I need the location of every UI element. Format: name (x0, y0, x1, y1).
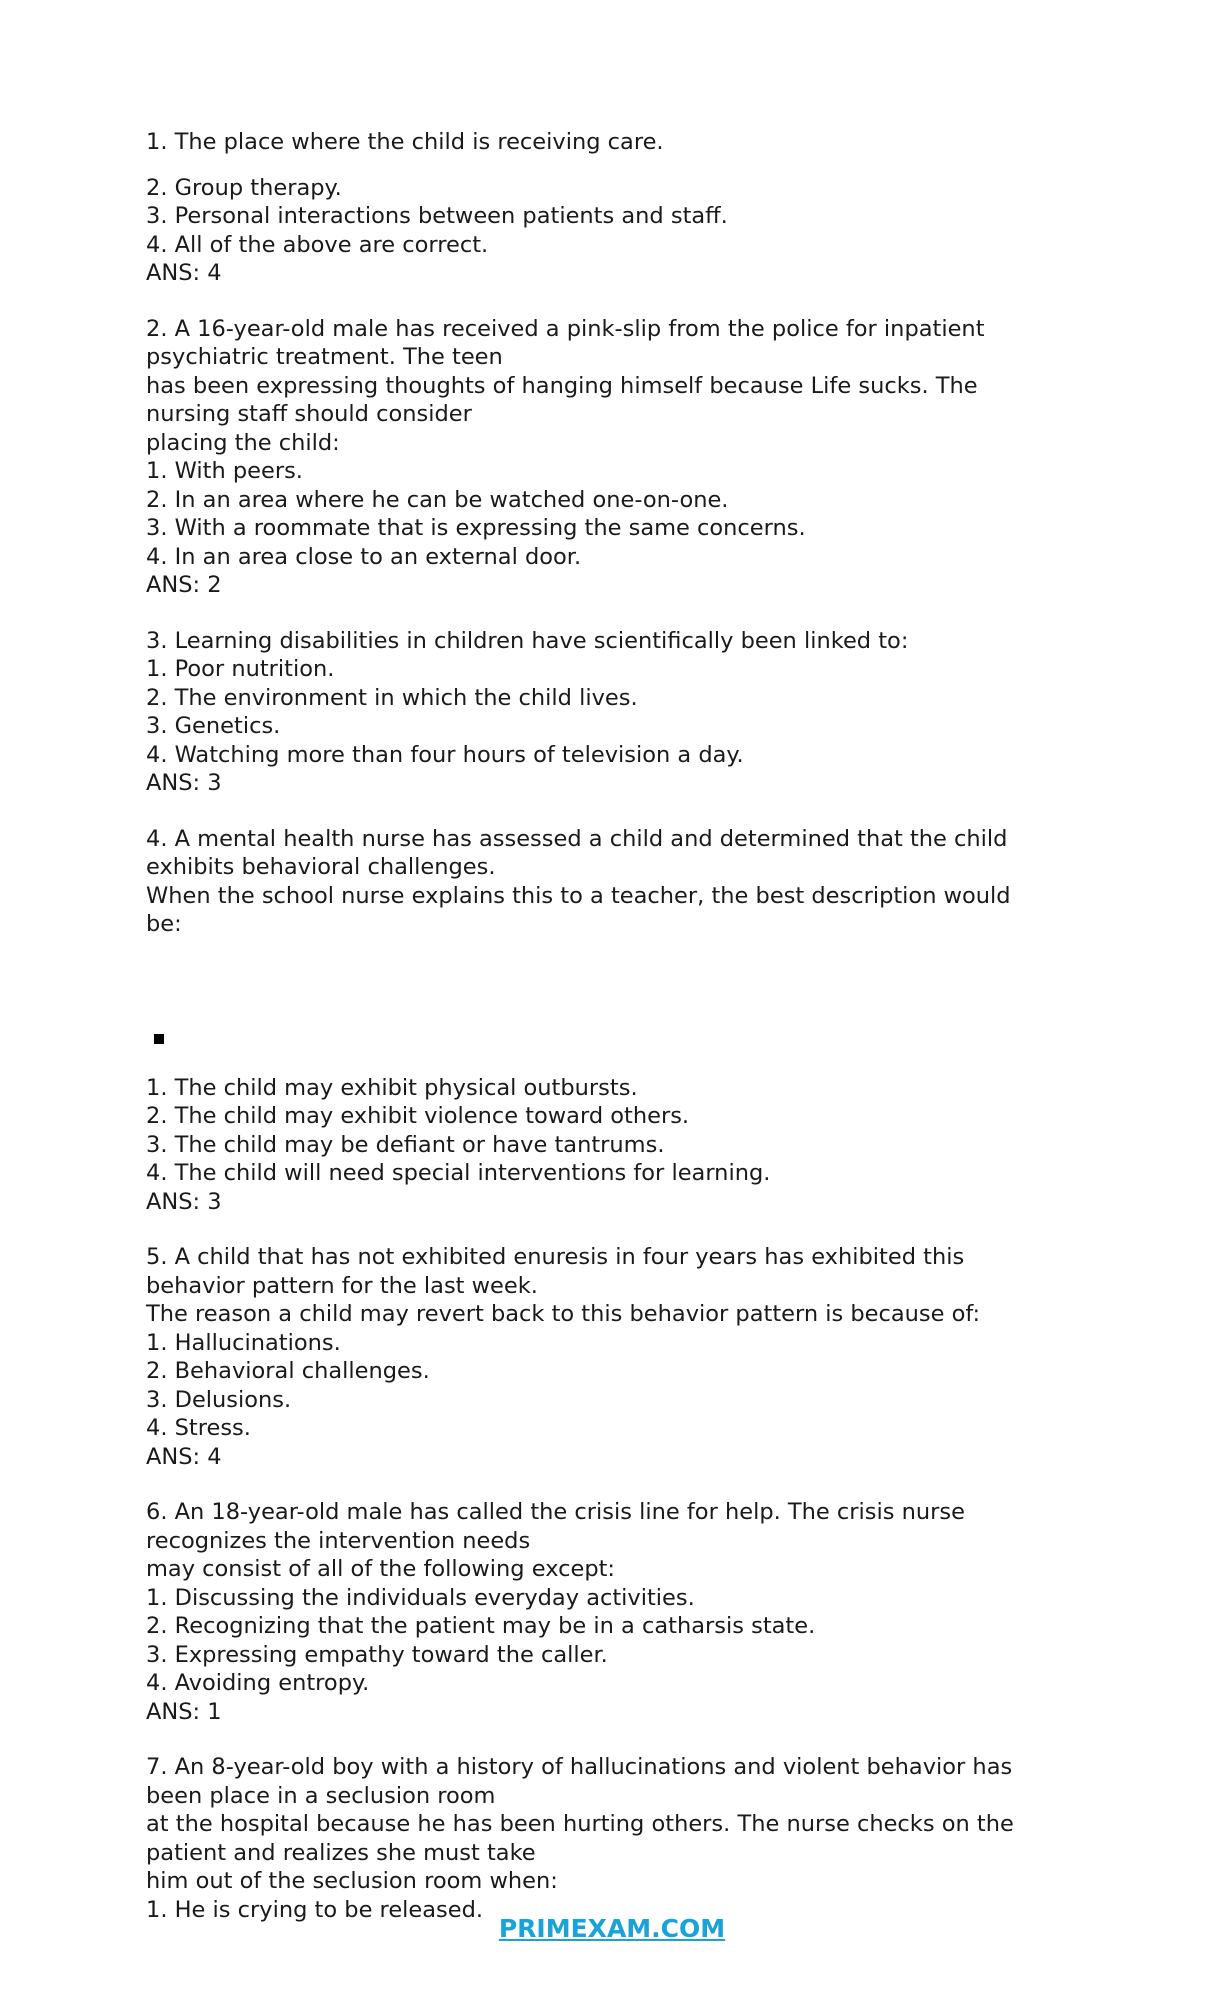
q4-option-2: 2. The child may exhibit violence toward others. (146, 1103, 690, 1129)
q2-option-4: 4. In an area close to an external door. (146, 543, 582, 570)
question-6 (146, 1498, 1106, 1726)
q5-option-2: 2. Behavioral challenges. (146, 1358, 430, 1384)
q7-stem-line: him out of the seclusion room when: (146, 1868, 558, 1894)
q2-option-3: 3. With a roommate that is expressing the same concerns. (146, 515, 806, 541)
q1-option-2: 2. Group therapy. (146, 174, 342, 201)
q5-option-1: 1. Hallucinations. (146, 1329, 341, 1356)
q4-stem-line: 4. A mental health nurse has assessed a child and determined that the child (146, 825, 1008, 852)
q4-stem-line: be: (146, 911, 182, 937)
q6-stem-line: may consist of all of the following except: (146, 1556, 616, 1582)
question-7 (146, 1753, 1106, 1924)
q3-option-4: 4. Watching more than four hours of television a day. (146, 741, 744, 768)
q2-stem-line: psychiatric treatment. The teen (146, 344, 503, 370)
q3-option-2: 2. The environment in which the child lives. (146, 684, 638, 711)
q4-stem-line: When the school nurse explains this to a teacher, the best description would (146, 882, 1011, 909)
q7-stem-line: been place in a seclusion room (146, 1782, 496, 1809)
q4-option-3: 3. The child may be defiant or have tantrums. (146, 1131, 665, 1158)
q7-option-1: 1. He is crying to be released. (146, 1896, 484, 1923)
square-bullet-icon (154, 1034, 164, 1044)
q4-option-1: 1. The child may exhibit physical outbursts. (146, 1074, 638, 1101)
q5-stem-line: behavior pattern for the last week. (146, 1272, 538, 1299)
question-5 (146, 1243, 1106, 1471)
q2-stem-line: 2. A 16-year-old male has received a pink-slip from the police for inpatient (146, 315, 985, 342)
q5-option-4: 4. Stress. (146, 1415, 251, 1441)
q6-answer: ANS: 1 (146, 1698, 222, 1725)
q4-stem-line: exhibits behavioral challenges. (146, 854, 496, 880)
question-3 (146, 627, 1106, 798)
q3-option-1: 1. Poor nutrition. (146, 656, 335, 682)
q5-stem-line: The reason a child may revert back to this behavior pattern is because of: (146, 1301, 981, 1327)
q4-answer: ANS: 3 (146, 1188, 222, 1215)
footer-site-link[interactable]: PRIMEXAM.COM (498, 1914, 726, 1943)
q5-stem-line: 5. A child that has not exhibited enuresis in four years has exhibited this (146, 1244, 965, 1270)
q6-stem-line: recognizes the intervention needs (146, 1527, 531, 1554)
q7-stem-line: at the hospital because he has been hurting others. The nurse checks on the (146, 1811, 1014, 1837)
q6-option-1: 1. Discussing the individuals everyday activities. (146, 1584, 695, 1611)
q7-stem-line: 7. An 8-year-old boy with a history of hallucinations and violent behavior has (146, 1754, 1013, 1780)
bullet-marker (146, 1025, 1106, 1053)
question-2 (146, 315, 1106, 600)
question-4 (146, 825, 1106, 1217)
q1-answer: ANS: 4 (146, 260, 222, 286)
q3-stem-line: 3. Learning disabilities in children have scientifically been linked to: (146, 627, 909, 654)
q1-option-4: 4. All of the above are correct. (146, 231, 489, 258)
q6-stem-line: 6. An 18-year-old male has called the crisis line for help. The crisis nurse (146, 1499, 965, 1525)
q1-option-3: 3. Personal interactions between patients and staff. (146, 203, 728, 229)
q3-answer: ANS: 3 (146, 770, 222, 796)
q2-option-2: 2. In an area where he can be watched one-on-one. (146, 486, 729, 513)
q3-option-3: 3. Genetics. (146, 713, 281, 739)
q2-stem-line: placing the child: (146, 429, 340, 456)
q6-option-4: 4. Avoiding entropy. (146, 1670, 370, 1696)
q2-stem-line: nursing staff should consider (146, 401, 472, 427)
q4-option-4: 4. The child will need special interventions for learning. (146, 1160, 771, 1186)
q2-stem-line: has been expressing thoughts of hanging himself because Life sucks. The (146, 372, 978, 399)
q7-stem-line: patient and realizes she must take (146, 1839, 536, 1866)
q5-option-3: 3. Delusions. (146, 1386, 292, 1413)
q6-option-2: 2. Recognizing that the patient may be in a catharsis state. (146, 1613, 816, 1639)
q2-option-1: 1. With peers. (146, 458, 303, 484)
q2-answer: ANS: 2 (146, 572, 222, 598)
q5-answer: ANS: 4 (146, 1443, 222, 1470)
document-page (146, 128, 1106, 1924)
q1-option-1: 1. The place where the child is receiving care. (146, 129, 664, 155)
q6-option-3: 3. Expressing empathy toward the caller. (146, 1641, 608, 1668)
